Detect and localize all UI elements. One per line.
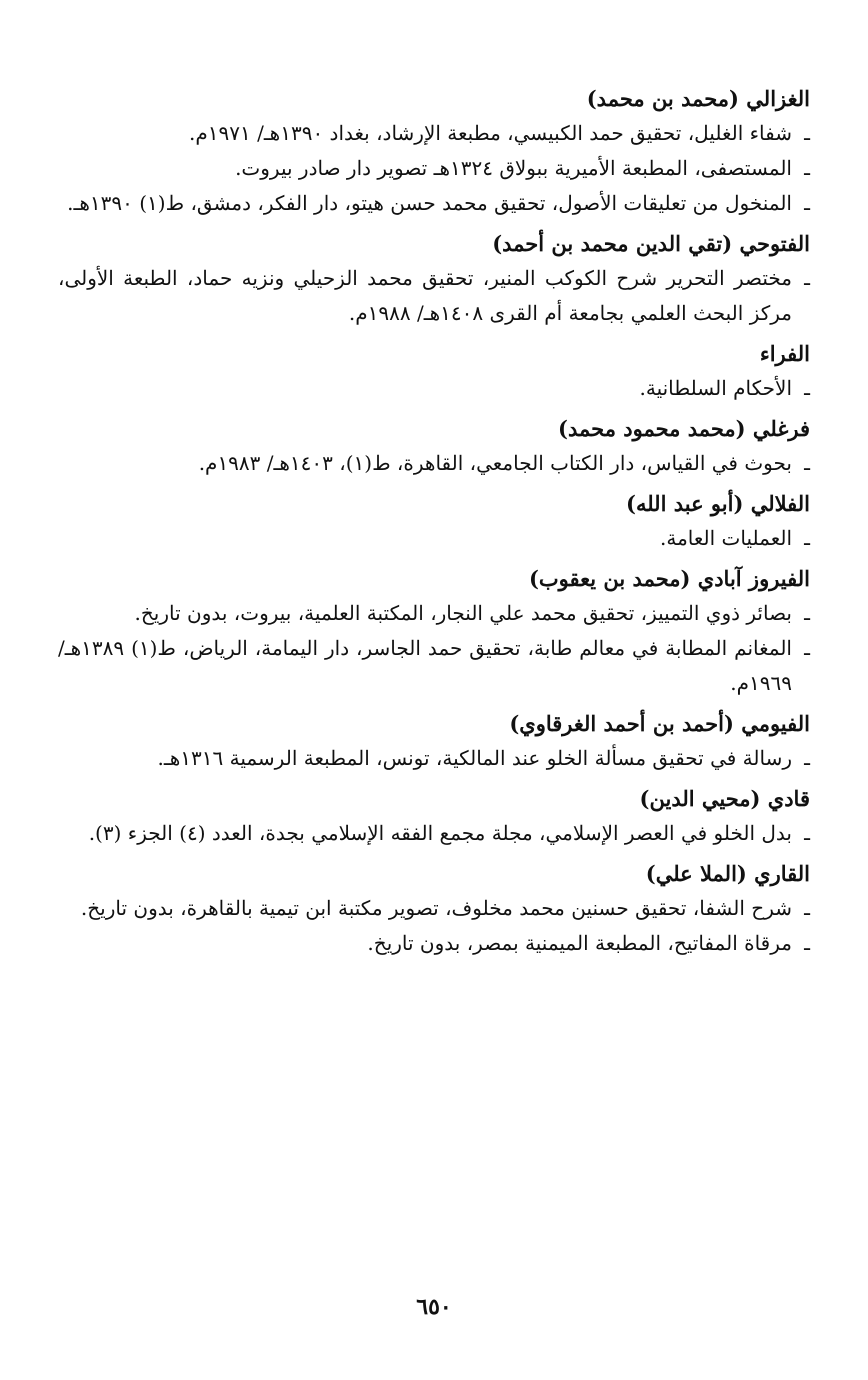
author-heading: الفيومي (أحمد بن أحمد الغرقاوي) (509, 711, 810, 736)
entry-list (58, 816, 810, 851)
author-heading: الفتوحي (تقي الدين محمد بن أحمد) (492, 231, 810, 256)
page-number: ٦٥٠ (416, 1294, 452, 1320)
author-section (58, 487, 810, 556)
entry-list (58, 116, 810, 221)
author-section (58, 412, 810, 481)
entry-list (58, 891, 810, 961)
bibliography-entry (58, 926, 810, 961)
entry-text: مختصر التحرير شرح الكوكب المنير، تحقيق محمد الزحيلي ونزيه حماد، الطبعة الأولى، مركز البحث العلمي بجامعة أم القرى ١٤٠٨هـ/ ١٩٨٨م. (58, 266, 792, 325)
entry-bullet: ـ (804, 931, 810, 955)
entry-list (58, 371, 810, 406)
entry-bullet: ـ (804, 636, 810, 660)
bibliography-entry (58, 151, 810, 186)
bibliography-entry (58, 631, 810, 701)
author-section (58, 562, 810, 701)
entry-text: شرح الشفا، تحقيق حسنين محمد مخلوف، تصوير مكتبة ابن تيمية بالقاهرة، بدون تاريخ. (80, 896, 792, 920)
bibliography-entry (58, 116, 810, 151)
bibliography-list (58, 82, 810, 961)
entry-bullet: ـ (804, 191, 810, 215)
author-heading: الفلالي (أبو عبد الله) (626, 491, 810, 516)
entry-list (58, 446, 810, 481)
author-section (58, 227, 810, 331)
bibliography-entry (58, 261, 810, 331)
entry-bullet: ـ (804, 526, 810, 550)
entry-text: المنخول من تعليقات الأصول، تحقيق محمد حسن هيتو، دار الفكر، دمشق، ط(١) ١٣٩٠هـ. (67, 191, 792, 215)
entry-bullet: ـ (804, 376, 810, 400)
author-section (58, 857, 810, 961)
entry-bullet: ـ (804, 451, 810, 475)
entry-bullet: ـ (804, 156, 810, 180)
entry-text: المغانم المطابة في معالم طابة، تحقيق حمد الجاسر، دار اليمامة، الرياض، ط(١) ١٣٨٩هـ/ ١٩٦٩م. (58, 636, 792, 695)
author-heading: الغزالي (محمد بن محمد) (586, 86, 810, 111)
entry-text: بصائر ذوي التمييز، تحقيق محمد علي النجار، المكتبة العلمية، بيروت، بدون تاريخ. (134, 601, 792, 625)
author-section (58, 82, 810, 221)
entry-bullet: ـ (804, 746, 810, 770)
entry-text: شفاء الغليل، تحقيق حمد الكبيسي، مطبعة الإرشاد، بغداد ١٣٩٠هـ/ ١٩٧١م. (189, 121, 792, 145)
entry-list (58, 741, 810, 776)
bibliography-entry (58, 816, 810, 851)
entry-bullet: ـ (804, 266, 810, 290)
entry-text: بحوث في القياس، دار الكتاب الجامعي، القاهرة، ط(١)، ١٤٠٣هـ/ ١٩٨٣م. (198, 451, 792, 475)
entry-bullet: ـ (804, 121, 810, 145)
author-section (58, 707, 810, 776)
bibliography-entry (58, 891, 810, 926)
author-heading: فرغلي (محمد محمود محمد) (558, 416, 810, 441)
author-heading: الفراء (759, 341, 810, 366)
bibliography-entry (58, 741, 810, 776)
entry-text: مرقاة المفاتيح، المطبعة الميمنية بمصر، بدون تاريخ. (367, 931, 792, 955)
author-section (58, 337, 810, 406)
entry-text: العمليات العامة. (660, 526, 792, 550)
entry-text: رسالة في تحقيق مسألة الخلو عند المالكية، تونس، المطبعة الرسمية ١٣١٦هـ. (157, 746, 792, 770)
author-heading: الفيروز آبادي (محمد بن يعقوب) (528, 566, 810, 591)
entry-bullet: ـ (804, 896, 810, 920)
author-heading: قادي (محيي الدين) (639, 786, 810, 811)
entry-text: المستصفى، المطبعة الأميرية ببولاق ١٣٢٤هـ تصوير دار صادر بيروت. (235, 156, 792, 180)
entry-bullet: ـ (804, 601, 810, 625)
bibliography-page (58, 82, 810, 967)
entry-list (58, 596, 810, 701)
bibliography-entry (58, 446, 810, 481)
author-heading: القاري (الملا علي) (645, 861, 810, 886)
bibliography-entry (58, 596, 810, 631)
entry-list (58, 261, 810, 331)
entry-list (58, 521, 810, 556)
bibliography-entry (58, 186, 810, 221)
entry-text: بدل الخلو في العصر الإسلامي، مجلة مجمع الفقه الإسلامي بجدة، العدد (٤) الجزء (٣). (88, 821, 792, 845)
author-section (58, 782, 810, 851)
entry-bullet: ـ (804, 821, 810, 845)
bibliography-entry (58, 371, 810, 406)
bibliography-entry (58, 521, 810, 556)
entry-text: الأحكام السلطانية. (639, 376, 792, 400)
